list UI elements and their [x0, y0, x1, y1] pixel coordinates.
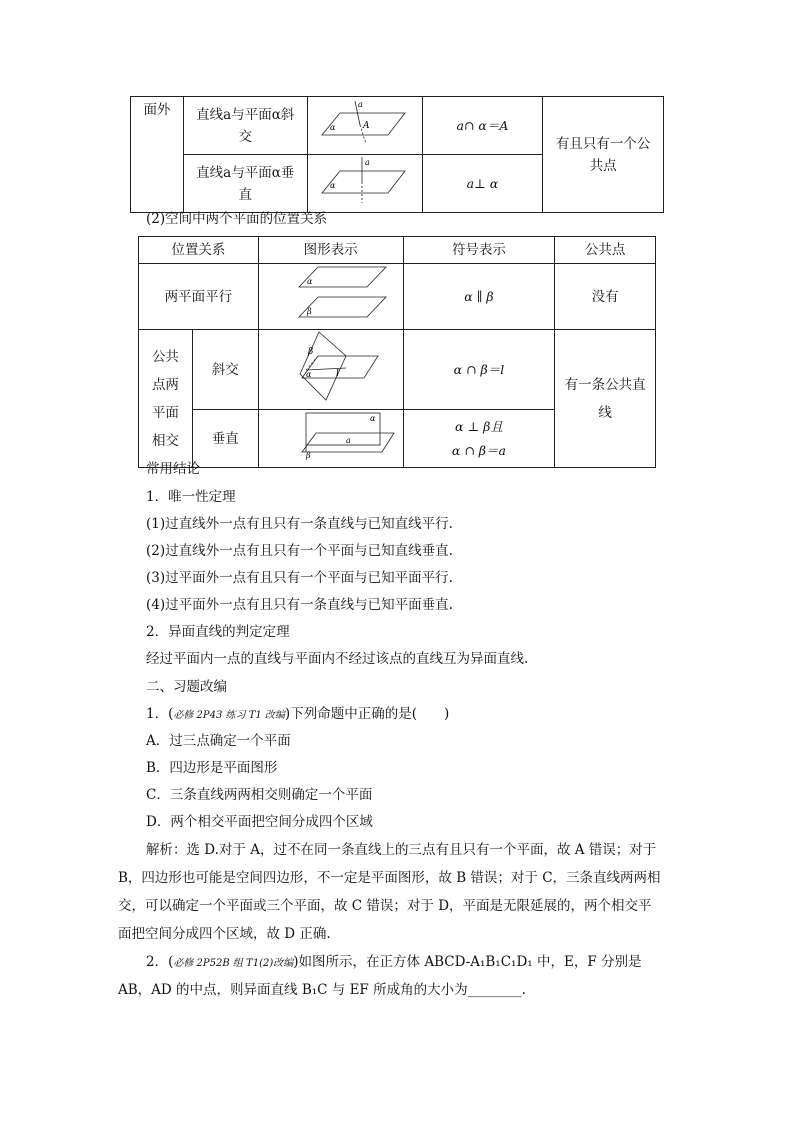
skew-title: 2．异面直线的判定定理	[146, 624, 290, 640]
symbol-text: α ∩ β＝a	[451, 442, 506, 458]
option-c: C．三条直线两两相交则确定一个平面	[146, 787, 373, 803]
fig-label-a: a	[357, 100, 363, 109]
question-2	[146, 952, 641, 974]
q2-line1: )如图所示，在正方体 ABCD-A₁B₁C₁D₁ 中，E，F 分别是	[293, 954, 642, 970]
symbol-text: α ∩ β＝l	[453, 361, 505, 377]
desc-line: 交	[238, 128, 252, 145]
symbol-text: a⊥ α	[466, 175, 499, 191]
fig-label-beta: β	[305, 451, 311, 460]
option-b: B．四边形是平面图形	[146, 760, 278, 776]
common-line: 共点	[589, 157, 617, 174]
header-symbol: 符号表示	[403, 237, 555, 264]
q1-source: 必修 2P43 练习 T1 改编	[173, 710, 285, 721]
common-line: 线	[598, 404, 612, 421]
common-line: 有一条公共直	[564, 376, 646, 393]
group-line: 相交	[151, 432, 179, 449]
uniqueness-item: (3)过平面外一点有且只有一个平面与已知平面平行.	[146, 570, 453, 586]
fig-label-a: a	[345, 436, 351, 445]
fig-label-alpha: α	[369, 414, 376, 423]
group-line: 平面	[151, 404, 179, 421]
section-title: (2)空间中两个平面的位置关系	[146, 211, 328, 227]
q2-source: 必修 2P52B 组 T1(2)改编	[173, 958, 294, 969]
header-common: 公共点	[555, 237, 656, 264]
option-d: D．两个相交平面把空间分成四个区域	[146, 814, 373, 830]
uniqueness-item: (2)过直线外一点有且只有一个平面与已知直线垂直.	[146, 543, 453, 559]
desc-line: 直	[238, 186, 252, 203]
fig-label-beta: β	[307, 347, 313, 357]
solution-line: B，四边形也可能是空间四边形，不一定是平面图形，故 B 错误；对于 C，三条直线两两相	[118, 870, 661, 886]
uniqueness-item: (4)过平面外一点有且只有一条直线与已知平面垂直.	[146, 597, 453, 613]
option-a: A．过三点确定一个平面	[146, 733, 291, 749]
desc-line: 直线a与平面α斜	[196, 106, 295, 123]
solution-line: 面把空间分成四个区域，故 D 正确.	[118, 926, 331, 942]
fig-label-alpha: α	[305, 370, 312, 379]
header-figure: 图形表示	[258, 237, 403, 264]
q2-prefix: 2．(	[146, 954, 174, 970]
skew-text: 经过平面内一点的直线与平面内不经过该点的直线互为异面直线.	[146, 651, 529, 667]
fig-label-alpha: α	[306, 277, 313, 286]
q1-suffix: )下列命题中正确的是( )	[284, 706, 450, 722]
fig-label-A: A	[362, 121, 370, 131]
q1-prefix: 1．(	[146, 706, 174, 722]
fig-label-l: l	[335, 369, 339, 379]
group-line: 点两	[151, 376, 179, 393]
common-conclusion-heading: 常用结论	[146, 461, 200, 477]
header-position: 位置关系	[139, 237, 259, 264]
oblique-label: 斜交	[192, 330, 258, 410]
solution-line: 解析：选 D.对于 A，过不在同一条直线上的三点有且只有一个平面，故 A 错误；对于	[146, 842, 657, 858]
solution-line: 交，可以确定一个平面或三个平面，故 C 错误；对于 D，平面是无限延展的，两个相交平	[118, 898, 652, 914]
symbol-text: α ⊥ β且	[455, 418, 503, 434]
common-cell: 没有	[555, 264, 656, 330]
symbol-text: α ∥ β	[464, 288, 494, 304]
uniqueness-item: (1)过直线外一点有且只有一条直线与已知直线平行.	[146, 516, 453, 532]
fig-label-alpha: α	[329, 123, 335, 132]
uniqueness-title: 1．唯一性定理	[146, 489, 236, 505]
symbol-text: a∩ α＝A	[456, 117, 509, 133]
category-label: 面外	[143, 102, 171, 118]
perpendicular-label: 垂直	[192, 410, 258, 468]
fig-label-alpha: α	[329, 181, 335, 190]
parallel-label: 两平面平行	[139, 264, 259, 330]
fig-label-a: a	[364, 158, 370, 167]
fig-label-beta: β	[306, 307, 312, 316]
section-heading-exercises: 二、习题改编	[146, 679, 227, 695]
question-1	[146, 704, 449, 726]
question-2-line2: AB，AD 的中点，则异面直线 B₁C 与 EF 所成角的大小为________.	[118, 982, 526, 998]
desc-line: 直线a与平面α垂	[196, 164, 295, 181]
common-line: 有且只有一个公	[555, 135, 651, 152]
group-line: 公共	[151, 348, 179, 365]
